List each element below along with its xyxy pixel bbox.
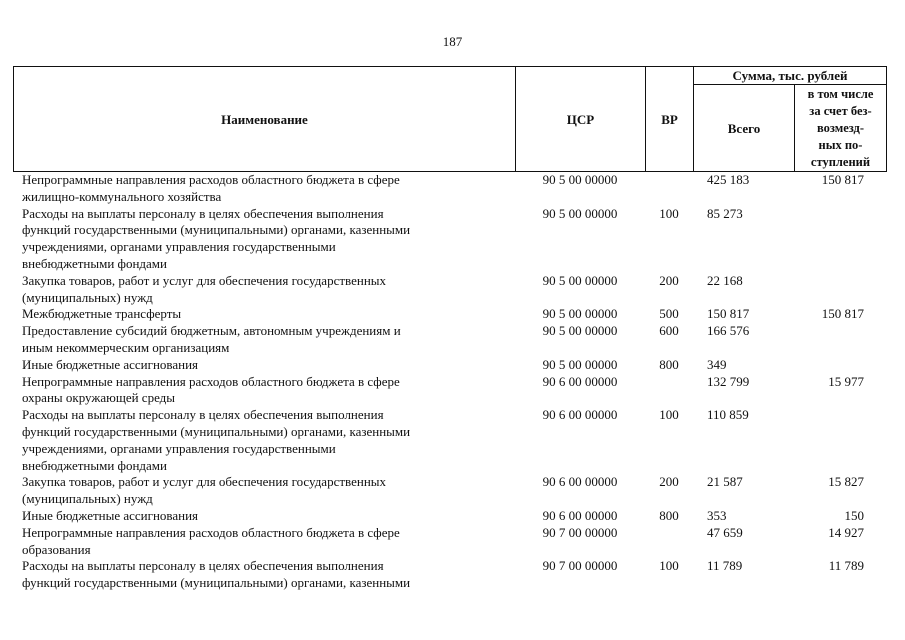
row-name-line: Межбюджетные трансферты	[22, 306, 182, 322]
row-csr: 90 6 00 00000	[542, 407, 618, 423]
header-csr: ЦСР	[516, 67, 646, 172]
row-name	[13, 357, 515, 374]
header-free-line: за счет без-	[809, 103, 872, 118]
row-name	[13, 206, 515, 273]
header-free-receipts	[795, 85, 887, 172]
row-name	[13, 273, 515, 307]
row-name-line: иным некоммерческим организациям	[22, 339, 230, 355]
table-row	[13, 374, 886, 408]
row-vr: 100	[659, 558, 679, 574]
row-csr: 90 5 00 00000	[542, 356, 618, 372]
row-name-line: охраны окружающей среды	[22, 390, 176, 406]
row-total: 353	[707, 507, 727, 523]
row-name-line: Закупка товаров, работ и услуг для обеспечения государственных	[22, 272, 387, 288]
row-name-line: функций государственными (муниципальными) органами, казенными	[22, 222, 411, 238]
table-row	[13, 172, 886, 206]
row-vr: 500	[659, 306, 679, 322]
row-name	[13, 172, 515, 206]
row-csr: 90 7 00 00000	[542, 524, 618, 540]
table-row	[13, 525, 886, 559]
row-name-line: Предоставление субсидий бюджетным, автономным учреждениям и	[22, 323, 401, 339]
row-vr: 200	[659, 474, 679, 490]
row-name-line: функций государственными (муниципальными) органами, казенными	[22, 575, 411, 591]
table-row	[13, 558, 886, 592]
row-free-receipts: 15 977	[828, 373, 864, 389]
row-name-line: Закупка товаров, работ и услуг для обеспечения государственных	[22, 474, 387, 490]
row-total: 132 799	[707, 373, 750, 389]
row-csr: 90 5 00 00000	[542, 306, 618, 322]
header-free-line: в том числе	[807, 86, 874, 101]
row-csr: 90 6 00 00000	[542, 474, 618, 490]
row-total: 47 659	[707, 524, 743, 540]
row-total: 11 789	[707, 558, 743, 574]
table-row	[13, 407, 886, 474]
table-row	[13, 206, 886, 273]
row-total: 85 273	[707, 205, 743, 221]
row-vr: 100	[659, 205, 679, 221]
header-vr: ВР	[646, 67, 694, 172]
row-name-line: Непрограммные направления расходов областного бюджета в сфере	[22, 172, 400, 187]
row-csr: 90 5 00 00000	[542, 323, 618, 339]
row-name	[13, 558, 515, 592]
row-total: 166 576	[707, 323, 750, 339]
table-row	[13, 508, 886, 525]
row-csr: 90 5 00 00000	[542, 205, 618, 221]
row-name-line: образования	[22, 541, 91, 557]
row-name	[13, 407, 515, 474]
row-name-line: Иные бюджетные ассигнования	[22, 507, 199, 523]
row-name-line: (муниципальных) нужд	[22, 289, 153, 305]
table-body	[13, 172, 886, 592]
row-name	[13, 374, 515, 408]
header-free-line: возмезд-	[816, 120, 865, 135]
row-name-line: Непрограммные направления расходов областного бюджета в сфере	[22, 524, 400, 540]
row-name	[13, 474, 515, 508]
row-name-line: Расходы на выплаты персоналу в целях обеспечения выполнения	[22, 558, 384, 574]
row-name-line: Иные бюджетные ассигнования	[22, 356, 199, 372]
row-free-receipts: 15 827	[828, 474, 864, 490]
row-vr: 600	[659, 323, 679, 339]
row-name-line: внебюджетными фондами	[22, 457, 167, 473]
row-vr: 800	[659, 507, 679, 523]
row-free-receipts: 150 817	[821, 172, 864, 187]
table-header	[13, 66, 887, 172]
table-row	[13, 323, 886, 357]
row-csr: 90 6 00 00000	[542, 373, 618, 389]
header-sum-group: Сумма, тыс. рублей	[694, 67, 887, 85]
header-total: Всего	[694, 85, 795, 172]
row-name-line: Расходы на выплаты персоналу в целях обеспечения выполнения	[22, 407, 384, 423]
row-name-line: Непрограммные направления расходов областного бюджета в сфере	[22, 373, 400, 389]
header-free-line: ступлений	[810, 154, 871, 169]
row-csr: 90 7 00 00000	[542, 558, 618, 574]
row-free-receipts: 150 817	[821, 306, 864, 322]
row-total: 110 859	[707, 407, 749, 423]
row-name-line: внебюджетными фондами	[22, 255, 167, 271]
row-free-receipts: 11 789	[828, 558, 864, 574]
row-csr: 90 5 00 00000	[542, 172, 618, 187]
row-free-receipts: 14 927	[828, 524, 864, 540]
table-row	[13, 306, 886, 323]
table-row	[13, 357, 886, 374]
row-total: 21 587	[707, 474, 743, 490]
table-row	[13, 474, 886, 508]
row-name	[13, 323, 515, 357]
page-number: 187	[442, 34, 463, 49]
row-name	[13, 508, 515, 525]
row-name-line: (муниципальных) нужд	[22, 491, 153, 507]
header-name: Наименование	[14, 67, 516, 172]
row-name-line: Расходы на выплаты персоналу в целях обеспечения выполнения	[22, 205, 384, 221]
row-csr: 90 5 00 00000	[542, 272, 618, 288]
row-name	[13, 525, 515, 559]
row-total: 150 817	[707, 306, 750, 322]
row-vr: 100	[659, 407, 679, 423]
row-name	[13, 306, 515, 323]
row-vr: 200	[659, 272, 679, 288]
row-name-line: учреждениями, органами управления государственными	[22, 440, 336, 456]
row-name-line: жилищно-коммунального хозяйства	[22, 188, 222, 204]
table-row	[13, 273, 886, 307]
row-csr: 90 6 00 00000	[542, 507, 618, 523]
row-total: 22 168	[707, 272, 743, 288]
row-vr: 800	[659, 356, 679, 372]
row-free-receipts: 150	[844, 507, 864, 523]
row-total: 425 183	[707, 172, 750, 187]
row-total: 349	[707, 356, 727, 372]
row-name-line: учреждениями, органами управления государственными	[22, 239, 336, 255]
header-free-line: ных по-	[818, 137, 863, 152]
row-name-line: функций государственными (муниципальными) органами, казенными	[22, 423, 411, 439]
